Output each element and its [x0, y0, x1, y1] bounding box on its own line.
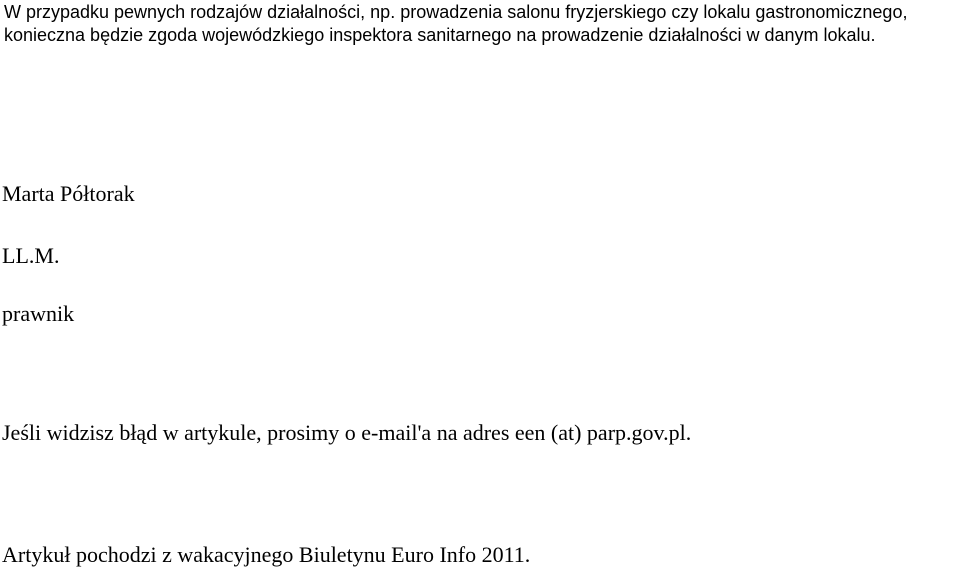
error-notice: Jeśli widzisz błąd w artykule, prosimy o e-mail'a na adres een (at) parp.gov.pl.	[2, 420, 692, 445]
author-degree: LL.M.	[2, 243, 60, 268]
article-paragraph: W przypadku pewnych rodzajów działalności, np. prowadzenia salonu fryzjerskiego czy lokalu gastronomicznego, konieczna będzie zgoda wojewódzkiego inspektora sanitarnego na prowadzenie działalności w danym lokalu.	[4, 2, 908, 45]
author-name: Marta Półtorak	[2, 181, 135, 206]
article-source: Artykuł pochodzi z wakacyjnego Biuletynu Euro Info 2011.	[2, 542, 531, 567]
author-role: prawnik	[2, 301, 75, 326]
